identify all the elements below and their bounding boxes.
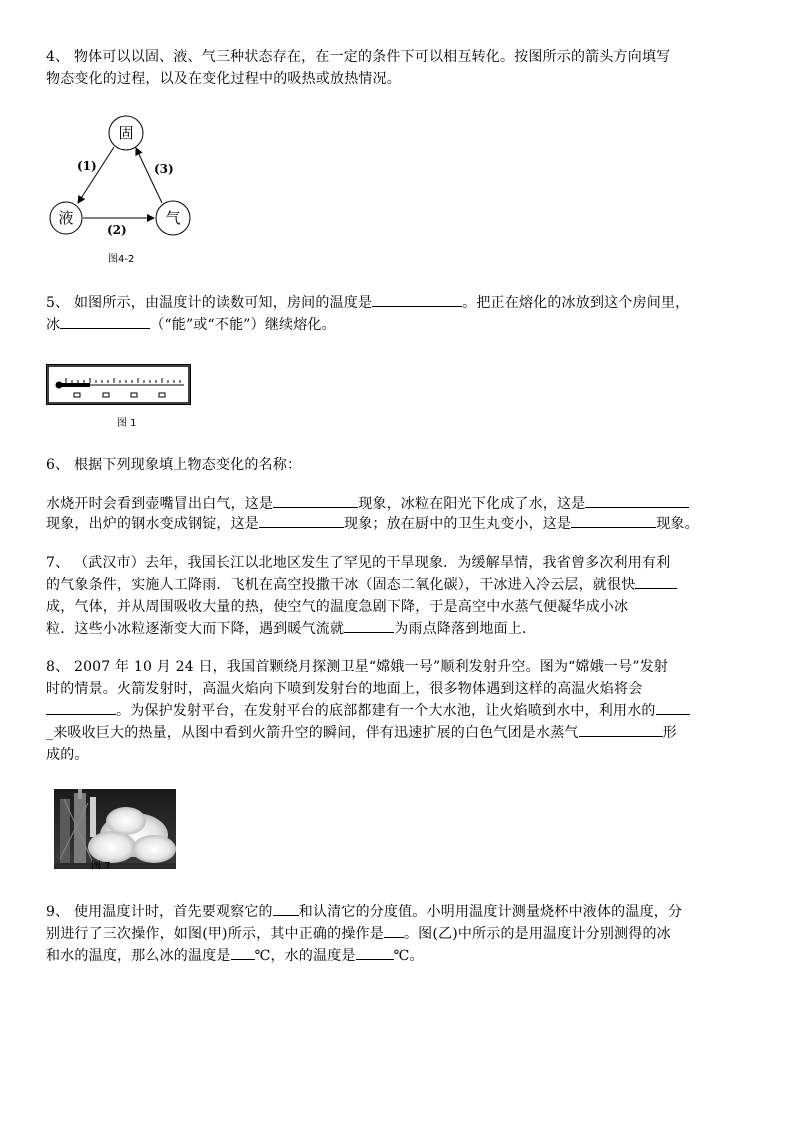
q5-text-1b: 。把正在熔化的冰放到这个房间里， — [462, 295, 690, 311]
q9-line-1 — [46, 901, 682, 923]
steel-solidify-blank[interactable] — [259, 513, 344, 528]
thermometer-bulb — [56, 382, 63, 389]
arrow-solid-to-liquid — [78, 147, 114, 203]
q9-text-3a: 和水的温度，那么冰的温度是 — [46, 948, 231, 964]
q8-line-3 — [46, 700, 690, 722]
q4-line-2: 物态变化的过程，以及在变化过程中的吸热或放热情况。 — [46, 71, 401, 87]
thermometer-figure — [46, 364, 192, 406]
thermometer-range-blank[interactable] — [273, 901, 299, 916]
q9-line-3 — [46, 945, 424, 967]
water-property-blank[interactable] — [656, 700, 690, 715]
q6-line-1: 6、 根据下列现象填上物态变化的名称： — [46, 457, 302, 473]
arrow-label-2: (2) — [107, 223, 127, 237]
ice-to-rain-blank[interactable] — [344, 618, 394, 633]
q8-line-2: 时的情景。火箭发射时，高温火焰向下喷到发射台的地面上，很多物体遇到这样的高温火焰将会 — [46, 681, 643, 697]
q6-text-3a: 现象，出炉的钢水变成钢锭，这是 — [46, 516, 259, 532]
q6-text-2a: 水烧开时会看到壶嘴冒出白气，这是 — [46, 496, 274, 512]
white-steam-blank[interactable] — [273, 493, 358, 508]
liquid-node-label: 液 — [58, 209, 74, 227]
ice-temperature-blank[interactable] — [231, 945, 255, 960]
q8-line-1: 8、 2007 年 10 月 24 日，我国首颗绕月探测卫星“嫦娥一号”顺利发射升空。图为“嫦娥一号”发射 — [46, 659, 669, 675]
diagram-caption: 图4-2 — [108, 254, 135, 265]
q7-line-1: 7、 （武汉市）去年，我国长江以北地区发生了罕见的干旱现象．为缓解旱情，我省曾多次利用有利 — [46, 555, 671, 571]
q8-line-4 — [46, 722, 677, 744]
q5-text-1a: 5、 如图所示，由温度计的读数可知，房间的温度是 — [46, 295, 373, 311]
q7-text-4b: 为雨点降落到地面上． — [394, 621, 537, 637]
q9-text-2a: 别进行了三次操作，如图(甲)所示，其中正确的操作是 — [46, 926, 384, 942]
q9-text-1a: 9、 使用温度计时，首先要观察它的 — [46, 904, 273, 920]
q6-line-3 — [46, 513, 699, 535]
q6-text-3b: 现象；放在厨中的卫生丸变小，这是 — [344, 516, 572, 532]
q8-text-4a: _来吸收巨大的热量，从图中看到火箭升空的瞬间，伴有迅速扩展的白色气团是水蒸气 — [46, 725, 579, 741]
solid-node-label: 固 — [118, 124, 134, 142]
q8-line-5: 成的。 — [46, 747, 89, 763]
q9-text-1b: 和认清它的分度值。小明用温度计测量烧杯中液体的温度，分 — [298, 904, 683, 920]
correct-operation-blank[interactable] — [384, 923, 404, 938]
q7-text-2a: 的气象条件，实施人工降雨．飞机在高空投撒干冰（固态二氧化碳），干冰进入冷云层，就很快 — [46, 577, 636, 593]
water-vapor-blank[interactable] — [579, 722, 663, 737]
room-temperature-blank[interactable] — [372, 292, 462, 307]
arrow-label-1: (1) — [77, 159, 97, 173]
thermometer-liquid-column — [58, 383, 90, 387]
gas-node-label: 气 — [165, 209, 181, 227]
q7-line-4 — [46, 618, 536, 640]
q9-text-3c: ℃。 — [393, 948, 424, 964]
q7-line-3: 成，气体，并从周围吸收大量的热，使空气的温度急剧下降，于是高空中水蒸气便凝华成小冰 — [46, 599, 629, 615]
q5-text-2b: （“能”或“不能”）继续熔化。 — [150, 317, 336, 333]
mothball-blank[interactable] — [571, 513, 656, 528]
q9-text-2b: 。图(乙)中所示的是用温度计分别测得的冰 — [403, 926, 671, 942]
ice-melting-blank[interactable] — [585, 493, 689, 508]
q9-line-2 — [46, 923, 671, 945]
q9-text-3b: ℃，水的温度是 — [254, 948, 356, 964]
rocket-launch-photo — [54, 789, 176, 869]
q6-text-2b: 现象，冰粒在阳光下化成了水，这是 — [358, 496, 586, 512]
arrow-label-3: (3) — [154, 162, 174, 176]
q5-text-2a: 冰 — [46, 317, 61, 333]
rocket-photo-caption: 图 7 — [91, 861, 111, 872]
high-temp-blank[interactable] — [46, 700, 116, 715]
water-temperature-blank[interactable] — [356, 945, 394, 960]
q8-text-4b: 形 — [662, 725, 677, 741]
q6-line-2 — [46, 493, 689, 515]
thermometer-caption: 图 1 — [117, 418, 137, 429]
q7-line-2 — [46, 574, 677, 596]
q6-text-3c: 现象。 — [656, 516, 699, 532]
ice-melt-blank[interactable] — [60, 314, 150, 329]
q8-text-3b: 。为保护发射平台，在发射平台的底部都建有一个大水池，让火焰喷到水中，利用水的 — [116, 703, 656, 719]
dry-ice-blank[interactable] — [635, 574, 677, 589]
q7-text-4a: 粒．这些小冰粒逐渐变大而下降，遇到暖气流就 — [46, 621, 345, 637]
q5-line-1 — [46, 292, 689, 314]
q4-line-1: 4、 物体可以以固、液、气三种状态存在，在一定的条件下可以相互转化。按图所示的箭头方向填写 — [46, 49, 671, 65]
state-change-diagram — [46, 112, 196, 242]
q5-line-2 — [46, 314, 336, 336]
